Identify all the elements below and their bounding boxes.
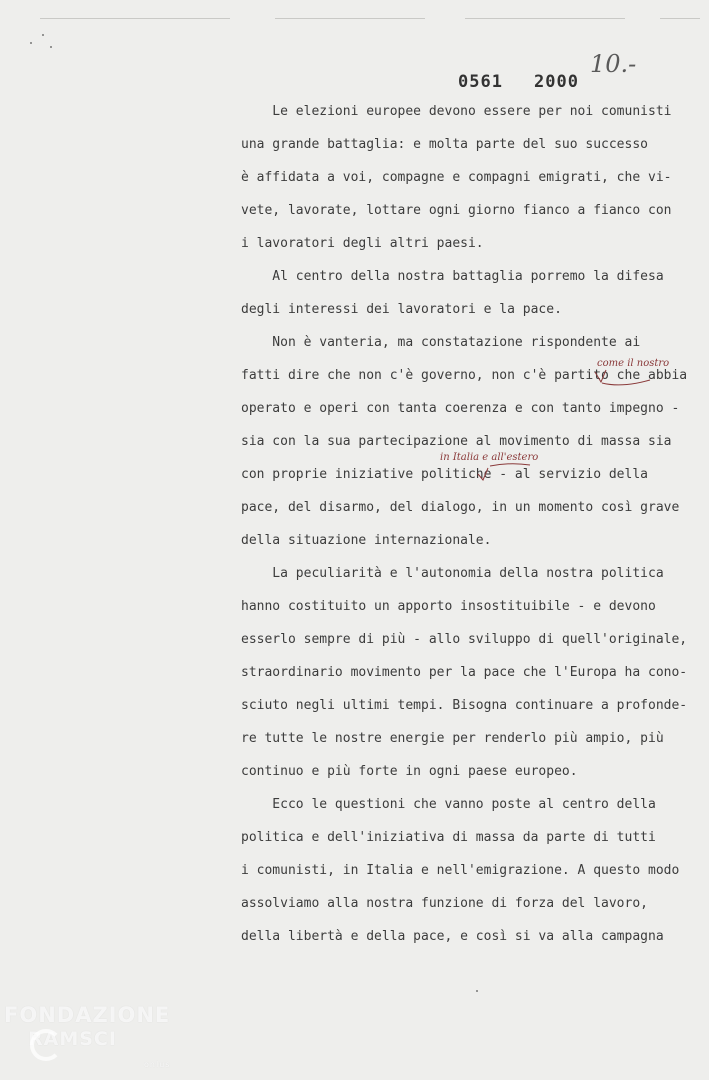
text-line: Ecco le questioni che vanno poste al centro della [241, 797, 656, 812]
fondazione-gramsci-watermark [4, 1003, 171, 1069]
insertion-underline-mark [602, 380, 650, 385]
text-line: Al centro della nostra battaglia porremo la difesa [241, 269, 664, 284]
archive-stamp-left: 0561 [458, 72, 503, 92]
text-line: sia con la sua partecipazione al movimento di massa sia [241, 434, 672, 449]
text-line: pace, del disarmo, del dialogo, in un momento così grave [241, 500, 680, 515]
text-line: assolviamo alla nostra funzione di forza del lavoro, [241, 896, 648, 911]
watermark-line-1: FONDAZIONE [4, 1003, 171, 1027]
text-line: degli interessi dei lavoratori e la pace. [241, 302, 562, 317]
text-line: esserlo sempre di più - allo sviluppo di quell'originale, [241, 632, 688, 647]
text-line: è affidata a voi, compagne e compagni emigrati, che vi- [241, 170, 672, 185]
text-line: i lavoratori degli altri paesi. [241, 236, 484, 251]
text-line: della situazione internazionale. [241, 533, 492, 548]
handwritten-insertion: in Italia e all'estero [440, 452, 539, 463]
handwritten-insertion: come il nostro [597, 358, 670, 369]
text-line: una grande battaglia: e molta parte del suo successo [241, 137, 648, 152]
text-line: i comunisti, in Italia e nell'emigrazione. A questo modo [241, 863, 680, 878]
text-line: sciuto negli ultimi tempi. Bisogna continuare a profonde- [241, 698, 688, 713]
text-line: vete, lavorate, lottare ogni giorno fianco a fianco con [241, 203, 672, 218]
insertion-underline-mark [490, 464, 530, 466]
watermark-suffix: onlus [144, 1060, 171, 1069]
text-line: con proprie iniziative politiche - al servizio della [241, 467, 648, 482]
text-line: re tutte le nostre energie per renderlo più ampio, più [241, 731, 664, 746]
insertion-caret-mark [478, 468, 488, 480]
text-line: Non è vanteria, ma constatazione rispondente ai [241, 335, 641, 350]
text-line: continuo e più forte in ogni paese europeo. [241, 764, 578, 779]
text-line: La peculiarità e l'autonomia della nostra politica [241, 566, 664, 581]
archive-stamp-right: 2000 [534, 72, 579, 92]
text-line: hanno costituito un apporto insostituibile - e devono [241, 599, 656, 614]
text-line: Le elezioni europee devono essere per noi comunisti [241, 104, 672, 119]
handwritten-page-number: 10.- [590, 50, 637, 78]
text-line: della libertà e della pace, e così si va alla campagna [241, 929, 664, 944]
insertion-caret-mark [595, 370, 606, 382]
text-line: operato e operi con tanta coerenza e con tanto impegno - [241, 401, 680, 416]
text-line: fatti dire che non c'è governo, non c'è partito che abbia [241, 368, 688, 383]
text-line: straordinario movimento per la pace che l'Europa ha cono- [241, 665, 688, 680]
watermark-line-2: RAMSCI [28, 1028, 117, 1050]
watermark-g-logo [30, 1029, 62, 1061]
text-line: politica e dell'iniziativa di massa da parte di tutti [241, 830, 656, 845]
